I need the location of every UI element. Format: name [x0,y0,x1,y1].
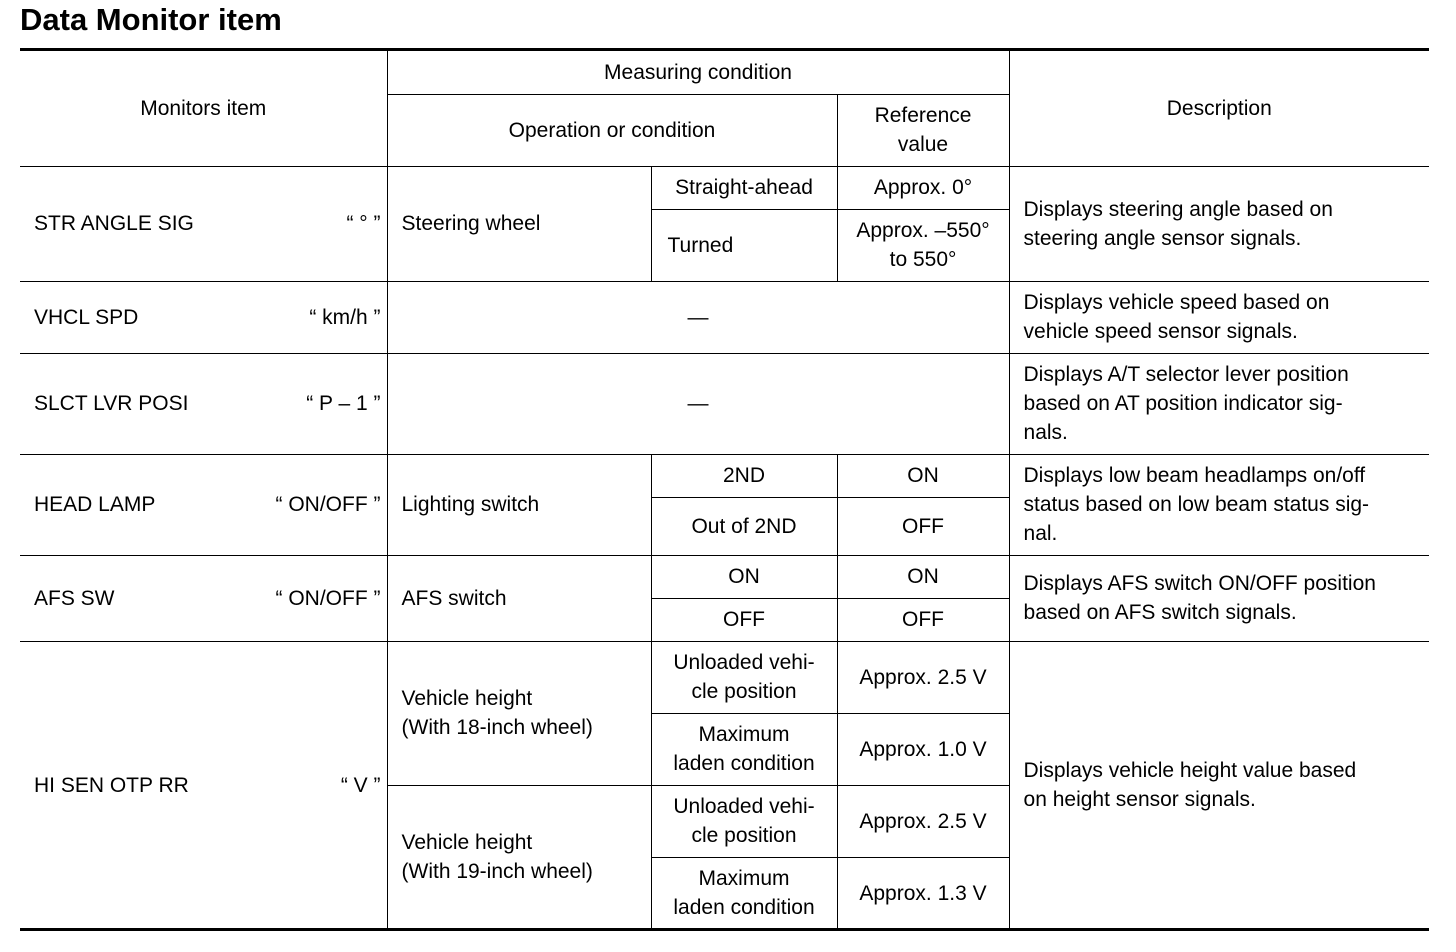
condition-line: Unloaded vehi- [673,651,815,674]
monitor-item-cell [20,353,387,454]
condition-line: cle position [691,680,797,703]
description-line: nals. [1023,421,1068,444]
condition-cell [651,641,837,713]
monitor-item-cell [20,555,387,641]
monitor-item-cell [20,454,387,555]
description-cell [1009,641,1429,929]
reference-cell: Approx. 2.5 V [837,641,1009,713]
monitor-item-cell [20,166,387,281]
condition-line: Maximum [698,867,790,890]
operation-cell [387,641,651,785]
monitor-item-unit: “ ON/OFF ” [275,493,381,516]
operation-cell [387,785,651,929]
condition-line: Maximum [698,723,790,746]
monitor-item-unit: “ ON/OFF ” [275,586,381,610]
table-bottom-rule [20,928,1429,931]
monitor-item-unit: “ ° ” [346,212,381,235]
header-description: Description [1009,51,1429,166]
reference-cell: ON [837,454,1009,497]
description-line: based on AT position indicator sig- [1023,392,1343,415]
table-row [20,281,1429,353]
condition-cell: Turned [651,209,837,281]
reference-cell: OFF [837,598,1009,641]
description-cell [1009,166,1429,281]
monitor-item-name: STR ANGLE SIG [34,212,194,235]
monitor-item-unit: “ P – 1 ” [306,392,381,415]
measuring-condition-cell: — [387,281,1009,353]
description-line: Displays steering angle based on [1023,197,1333,221]
description-cell [1009,281,1429,353]
description-cell [1009,454,1429,555]
description-cell [1009,353,1429,454]
table-row [20,166,1429,209]
description-line: status based on low beam status sig- [1023,493,1370,516]
operation-line: Vehicle height [401,687,533,710]
description-line: based on AFS switch signals. [1023,601,1297,624]
operation-cell: Lighting switch [387,454,651,555]
condition-cell [651,713,837,785]
table-row [20,555,1429,598]
condition-line: laden condition [673,752,815,775]
monitor-item-unit: “ V ” [340,773,381,797]
condition-cell: Straight-ahead [651,166,837,209]
monitor-item-name: AFS SW [34,586,115,610]
header-reference-value [837,94,1009,166]
table-row [20,641,1429,713]
header-monitors-item: Monitors item [20,51,387,166]
monitor-item-cell [20,281,387,353]
monitor-item-name: VHCL SPD [34,305,139,329]
condition-line: Unloaded vehi- [673,795,815,818]
reference-cell: Approx. 2.5 V [837,785,1009,857]
description-line: Displays AFS switch ON/OFF position [1023,572,1376,595]
operation-cell: Steering wheel [387,166,651,281]
monitor-item-cell [20,641,387,929]
condition-line: cle position [691,824,797,847]
description-line: on height sensor signals. [1023,788,1256,811]
header-reference-line1: Reference [874,104,972,127]
condition-cell: 2ND [651,454,837,497]
condition-cell [651,785,837,857]
reference-cell: OFF [837,497,1009,555]
monitor-item-name: SLCT LVR POSI [34,392,189,415]
description-line: Displays low beam headlamps on/off [1023,464,1366,487]
table-row [20,353,1429,454]
monitor-item-name: HEAD LAMP [34,493,156,516]
condition-line: laden condition [673,896,815,919]
reference-cell: ON [837,555,1009,598]
measuring-condition-cell: — [387,353,1009,454]
reference-line: to 550° [889,248,957,271]
reference-cell: Approx. 0° [837,166,1009,209]
condition-cell: Out of 2ND [651,497,837,555]
description-line: vehicle speed sensor signals. [1023,320,1298,343]
reference-cell [837,209,1009,281]
condition-cell [651,857,837,929]
condition-cell: ON [651,555,837,598]
description-line: steering angle sensor signals. [1023,226,1302,250]
table-row [20,454,1429,497]
page-title: Data Monitor item [20,2,282,37]
description-cell [1009,555,1429,641]
monitor-item-unit: “ km/h ” [309,305,381,329]
reference-line: Approx. –550° [856,219,990,242]
description-line: Displays A/T selector lever position [1023,363,1349,386]
monitor-item-name: HI SEN OTP RR [34,773,189,797]
header-row-1 [20,51,1429,94]
data-monitor-table [20,51,1429,930]
operation-line: (With 18-inch wheel) [401,716,593,739]
description-line: nal. [1023,522,1058,545]
condition-cell: OFF [651,598,837,641]
header-measuring-condition: Measuring condition [387,51,1009,94]
description-line: Displays vehicle height value based [1023,759,1357,782]
operation-line: Vehicle height [401,831,533,854]
description-line: Displays vehicle speed based on [1023,291,1330,314]
header-reference-line2: value [897,133,949,156]
operation-line: (With 19-inch wheel) [401,860,593,883]
header-operation-or-condition: Operation or condition [387,94,837,166]
reference-cell: Approx. 1.0 V [837,713,1009,785]
reference-cell: Approx. 1.3 V [837,857,1009,929]
operation-cell: AFS switch [387,555,651,641]
